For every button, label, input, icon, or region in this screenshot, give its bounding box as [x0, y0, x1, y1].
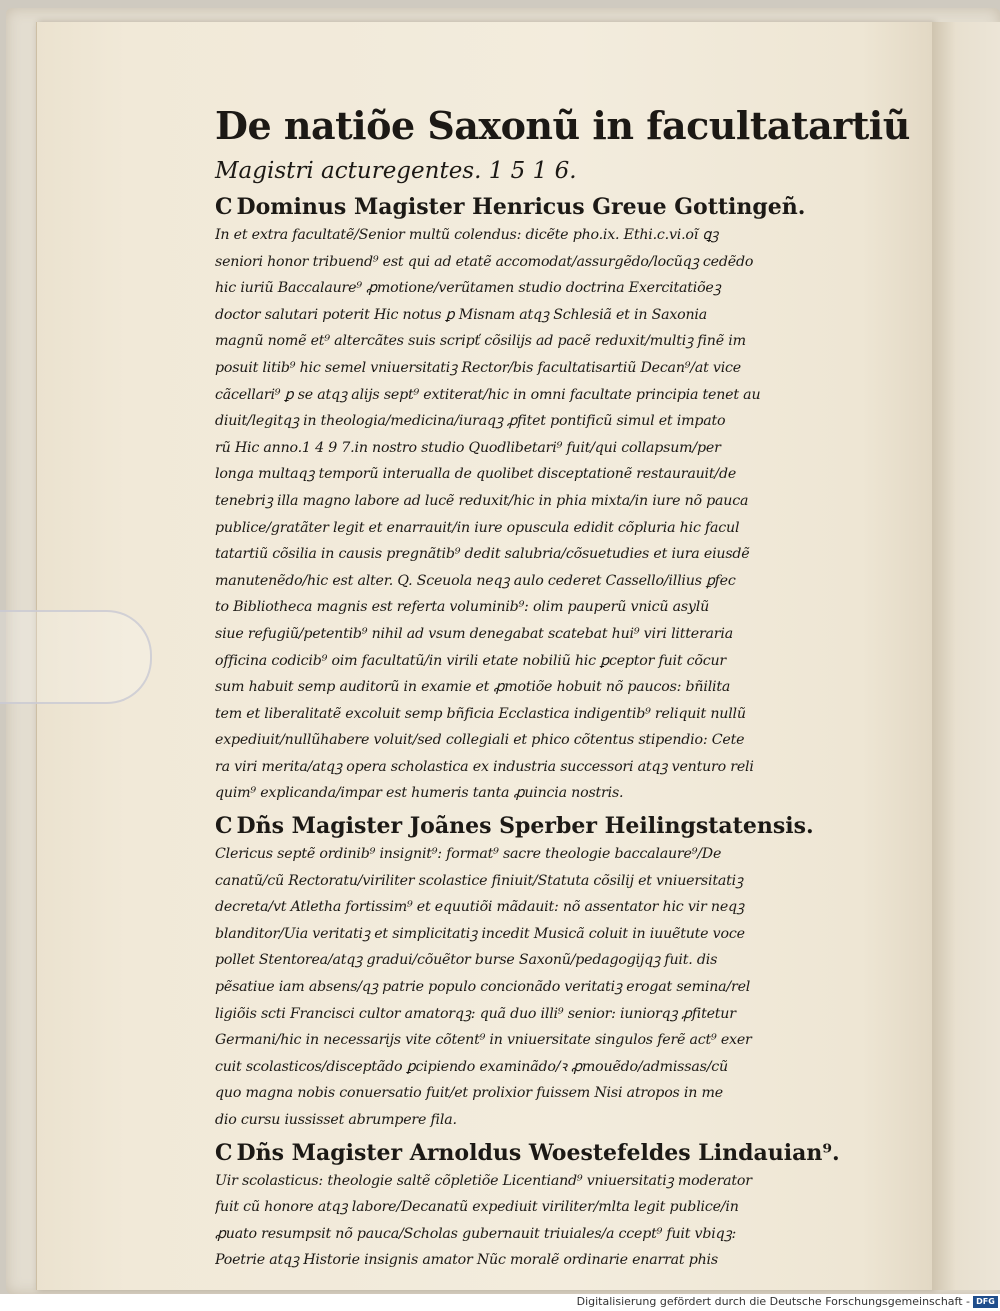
text-line: manutenẽdo/hic est alter. Q. Sceuola neqꝫ aulo cederet Cassello/illius ꝑfec	[215, 572, 736, 589]
text-line: Uir scolasticus: theologie saltẽ cõpletiõe Licentiand⁹ vniuersitatiꝫ moderator	[215, 1172, 752, 1189]
text-line: Clericus septẽ ordinib⁹ insignit⁹: format⁹ sacre theologie baccalaure⁹/De	[215, 846, 722, 863]
text-line: expediuit/nullũhabere voluit/sed collegiali et phico cõtentus stipendio: Cete	[215, 732, 745, 749]
text-line: fuit cũ honore atqꝫ labore/Decanatũ expediuit viriliter/mlta legit publice/in	[215, 1199, 739, 1216]
paragraph-mark-icon: C	[215, 813, 233, 840]
text-line: rũ Hic anno.1 4 9 7.in nostro studio Quodlibetari⁹ fuit/qui collapsum/per	[215, 439, 721, 456]
paragraph-mark-icon: C	[215, 1139, 233, 1166]
text-line: tem et liberalitatẽ excoluit semp bñficia Ecclastica indigentib⁹ reliquit nullũ	[215, 705, 746, 722]
text-line: dio cursu iussisset abrumpere fila.	[215, 1112, 457, 1128]
section-heading-text: Dominus Magister Henricus Greue Gottingeñ.	[236, 194, 806, 220]
section-heading	[215, 1138, 887, 1168]
funding-text: Digitalisierung gefördert durch die Deutsche Forschungsgemeinschaft -	[576, 1295, 970, 1308]
footer-bar	[0, 1294, 1000, 1311]
text-line: pollet Stentorea/atqꝫ gradui/cõuẽtor burse Saxonũ/pedagogijqꝫ fuit. dis	[215, 952, 718, 969]
text-line: longa multaqꝫ temporũ interualla de quolibet disceptationẽ restaurauit/de	[215, 466, 737, 483]
section-heading	[215, 811, 887, 841]
text-line: cãcellari⁹ ꝑ se atqꝫ alijs sept⁹ extiterat/hic in omni facultate principia tenet au	[215, 386, 761, 403]
text-line: magnũ nomẽ et⁹ altercãtes suis scripť cõsilijs ad pacẽ reduxit/multiꝫ finẽ im	[215, 333, 746, 350]
text-line: sum habuit semp auditorũ in examie et ꝓmotiõe hobuit nõ paucos: bñilita	[215, 679, 731, 696]
text-line: ra viri merita/atqꝫ opera scholastica ex industria successori atqꝫ venturo reli	[215, 758, 754, 775]
text-block	[215, 100, 910, 1274]
plastic-clip	[0, 610, 152, 704]
text-line: to Bibliotheca magnis est referta voluminib⁹: olim pauperũ vnicũ asylũ	[215, 599, 710, 616]
text-line: siue refugiũ/petentib⁹ nihil ad vsum denegabat scatebat hui⁹ viri litteraria	[215, 625, 733, 642]
right-board	[932, 22, 1000, 1290]
text-line: diuit/legitqꝫ in theologia/medicina/iuraqꝫ ꝓfitet pontificũ simul et impato	[215, 413, 726, 430]
text-line: Poetrie atqꝫ Historie insignis amator Nũc moralẽ ordinarie enarrat phis	[215, 1252, 718, 1269]
text-line: tatartiũ cõsilia in causis pregnãtib⁹ dedit salubria/cõsuetudies et iura eiusdẽ	[215, 546, 750, 563]
book-page	[36, 22, 933, 1290]
page-title: De natiõe Saxonũ in facultatartiũ	[215, 103, 910, 148]
text-line: posuit litib⁹ hic semel vniuersitatiꝫ Rector/bis facultatisartiũ Decan⁹/at vice	[215, 359, 741, 376]
text-line: ligiõis scti Francisci cultor amatorqꝫ: quã duo illi⁹ senior: iuniorqꝫ ꝓfitetur	[215, 1005, 736, 1022]
text-line: officina codicib⁹ oim facultatũ/in virili etate nobiliũ hic ꝑceptor fuit cõcur	[215, 652, 727, 669]
text-line: tenebriꝫ illa magno labore ad lucẽ reduxit/hic in phia mixta/in iure nõ pauca	[215, 492, 749, 509]
section-heading-text: Dñs Magister Joãnes Sperber Heilingstatensis.	[236, 813, 814, 840]
text-line: doctor salutari poterit Hic notus ꝑ Misnam atqꝫ Schlesiã et in Saxonia	[215, 306, 708, 323]
text-line: seniori honor tribuend⁹ est qui ad etatẽ accomodat/assurgẽdo/locũqꝫ cedẽdo	[215, 253, 754, 270]
section-woestefeldes	[215, 1138, 887, 1274]
section-heading-text: Dñs Magister Arnoldus Woestefeldes Lindauian⁹.	[236, 1139, 840, 1166]
text-line: blanditor/Uia veritatiꝫ et simplicitatiꝫ incedit Musicã coluit in iuuẽtute voce	[215, 925, 745, 942]
text-line: In et extra facultatẽ/Senior multũ colendus: dicẽte pho.ix. Ethi.c.vi.oĩ ꝗꝫ	[215, 227, 719, 243]
section-greue	[215, 192, 887, 807]
text-line: cuit scolasticos/disceptãdo ꝑcipiendo examinãdo/ꝛ ꝓmouẽdo/admissas/cũ	[215, 1058, 728, 1075]
section-heading	[215, 192, 887, 222]
text-line: Germani/hic in necessarijs vite cõtent⁹ in vniuersitate singulos ferẽ act⁹ exer	[215, 1032, 752, 1049]
text-line: quo magna nobis conuersatio fuit/et prolixior fuissem Nisi atropos in me	[215, 1085, 723, 1102]
text-line: decreta/vt Atletha fortissim⁹ et equutiõi mãdauit: nõ assentator hic vir neqꝫ	[215, 899, 744, 916]
paragraph-mark-icon: C	[215, 194, 233, 220]
text-line: hic iuriũ Baccalaure⁹ ꝓmotione/verũtamen studio doctrina Exercitatiõeꝫ	[215, 280, 721, 297]
text-line: pẽsatiue iam absens/qꝫ patrie populo concionãdo veritatiꝫ erogat semina/rel	[215, 979, 751, 996]
dfg-logo: DFG	[973, 1296, 998, 1308]
text-line: publice/gratãter legit et enarrauit/in iure opuscula edidit cõpluria hic facul	[215, 519, 740, 536]
section-sperber	[215, 811, 887, 1134]
text-line: quim⁹ explicanda/impar est humeris tanta ꝓuincia nostris.	[215, 785, 624, 802]
page-subtitle: Magistri acturegentes. 1 5 1 6.	[215, 158, 577, 184]
text-line: canatũ/cũ Rectoratu/viriliter scolastice finiuit/Statuta cõsilij et vniuersitatiꝫ	[215, 872, 743, 889]
text-line: ꝓuato resumpsit nõ pauca/Scholas gubernauit triuiales/a ccept⁹ fuit vbiqꝫ:	[215, 1225, 737, 1242]
